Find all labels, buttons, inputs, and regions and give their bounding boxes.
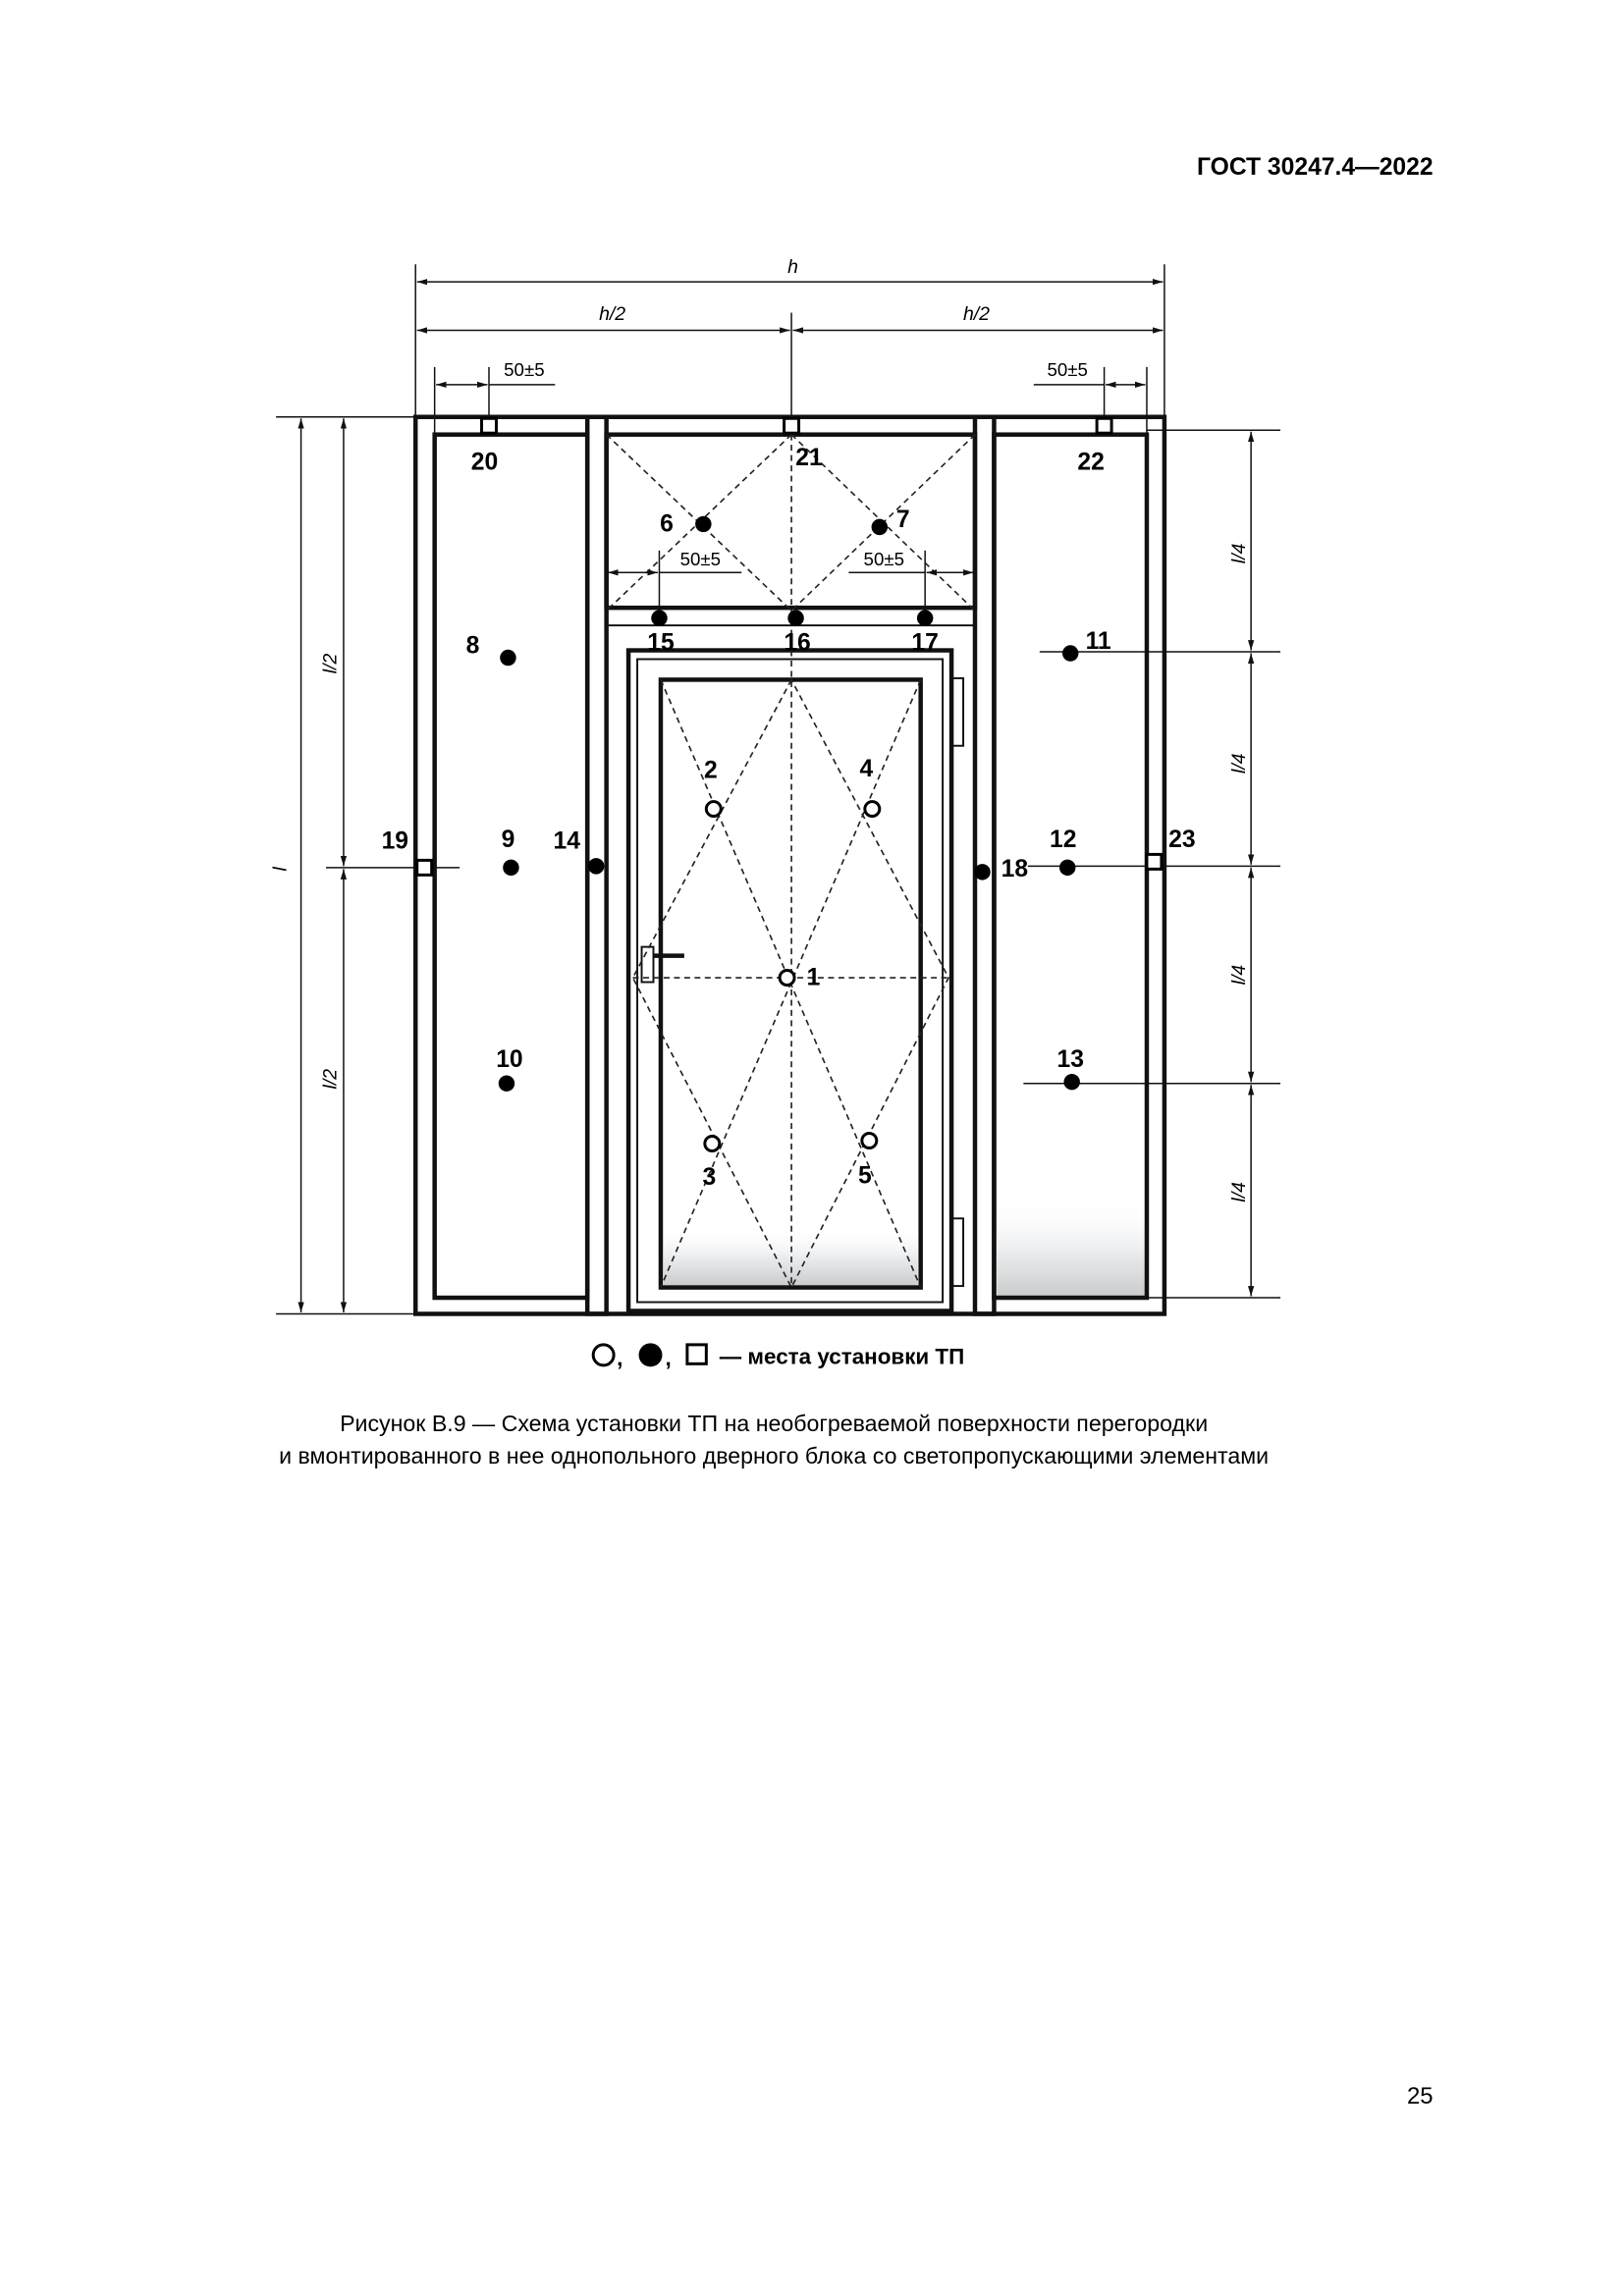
dimension-l-quarter-4-label: l/4 [1228,1182,1251,1202]
point-23-marker [1147,854,1162,869]
point-17-marker [917,610,933,625]
dimension-l-half-lower-label: l/2 [319,1068,342,1090]
legend-square-icon [687,1345,706,1363]
point-22-marker [1097,418,1111,433]
figure-caption-line-1: Рисунок В.9 — Схема установки ТП на необогреваемой поверхности перегородки [340,1411,1209,1437]
point-9-marker [503,860,518,876]
point-15-label: 15 [647,629,675,657]
point-3-label: 3 [702,1163,717,1191]
point-21-label: 21 [795,445,823,472]
point-5-marker [862,1134,877,1148]
dimension-l-quarter-1-label: l/4 [1228,543,1251,564]
door-glass-shading [664,1226,918,1286]
right-panel-glass-shading [997,1201,1145,1296]
legend [593,1343,964,1369]
dimension-h-half-right-label: h/2 [962,303,991,326]
point-12-marker [1059,860,1075,876]
dimension-l-quarter-2-label: l/4 [1228,753,1251,774]
point-16-marker [787,610,803,625]
point-23-label: 23 [1168,826,1196,853]
legend-separator-1: , [617,1345,623,1370]
point-18-marker [974,864,990,880]
point-11-marker [1062,645,1078,661]
dimension-offset-top-right [1034,359,1147,435]
point-4-marker [865,802,880,817]
legend-separator-2: , [665,1345,672,1370]
point-14-marker [588,858,604,874]
measurement-points [382,418,1196,1191]
point-6-label: 6 [660,510,674,538]
point-10-marker [499,1075,514,1091]
point-2-marker [706,802,721,817]
point-7-marker [872,519,888,535]
point-15-marker [651,610,667,625]
point-19-marker [417,860,432,875]
point-18-label: 18 [1001,855,1029,882]
point-13-marker [1063,1074,1079,1090]
point-2-label: 2 [703,757,718,784]
point-11-label: 11 [1085,628,1111,656]
point-12-label: 12 [1050,826,1077,853]
point-3-marker [705,1137,720,1151]
legend-text: — места установки ТП [719,1344,965,1369]
point-8-label: 8 [465,632,480,660]
point-8-marker [500,650,515,666]
point-10-label: 10 [496,1046,523,1074]
dimension-offset-top-right-label: 50±5 [1047,358,1088,380]
point-6-marker [695,516,711,532]
dimension-l-half-upper-label: l/2 [319,653,342,674]
legend-filled-circle-icon [639,1343,663,1366]
point-9-label: 9 [501,826,515,853]
point-14-label: 14 [553,828,580,855]
point-5-label: 5 [857,1162,872,1190]
figure-caption-line-2: и вмонтированного в нее однопольного дверного блока со светопропускающими элементами [279,1443,1270,1469]
point-17-label: 17 [911,629,939,657]
point-7-label: 7 [895,506,910,533]
point-4-label: 4 [859,756,874,783]
point-20-label: 20 [470,449,499,476]
dimension-l [270,417,416,1314]
dimension-offset-transom-left [608,549,741,611]
dimension-h-label: h [787,256,798,279]
legend-open-circle-icon [593,1345,614,1365]
dimension-offset-top-left-label: 50±5 [504,358,545,380]
point-16-label: 16 [784,629,811,657]
point-20-marker [482,418,497,433]
standard-header: ГОСТ 30247.4—2022 [1197,153,1434,181]
dimension-offset-transom-right-label: 50±5 [863,548,904,569]
dimension-l-label: l [269,867,292,872]
point-19-label: 19 [381,828,409,855]
point-22-label: 22 [1077,449,1105,476]
dimension-offset-transom-right [848,549,973,611]
door-handle-plate [642,947,654,983]
point-1-label: 1 [806,964,821,991]
partition-diagram [270,256,1280,1313]
page-number: 25 [1406,2083,1434,2110]
point-21-marker [785,418,799,433]
dimension-offset-transom-left-label: 50±5 [679,548,722,569]
dimension-h-half-left-label: h/2 [599,303,626,326]
dimension-l-quarter-3-label: l/4 [1228,964,1251,986]
dimension-h [415,256,1164,417]
point-1-marker [780,971,794,986]
dimension-l-half [319,418,460,1312]
point-13-label: 13 [1056,1046,1084,1074]
